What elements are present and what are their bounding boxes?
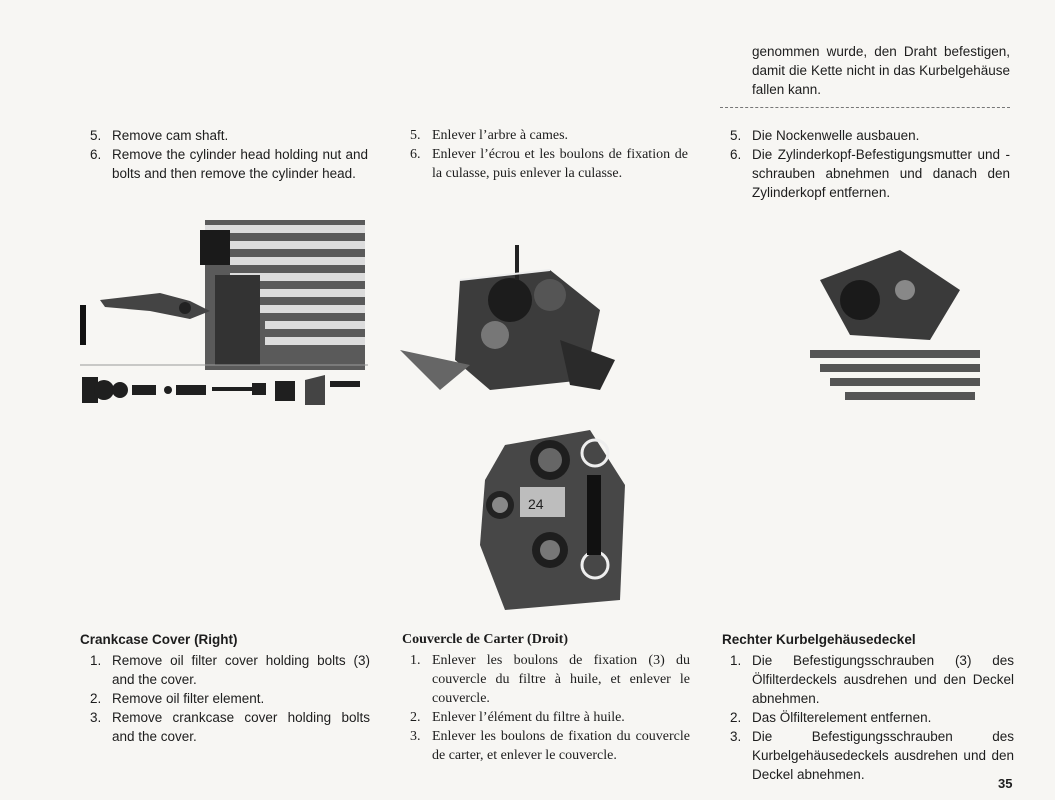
item-number: 1. xyxy=(410,653,421,668)
item-number: 6. xyxy=(730,147,742,162)
list-item xyxy=(730,126,1010,145)
item-text: Die Befestigungsschrauben (3) des Ölfilterdeckels ausdrehen und den Deckel abnehmen. xyxy=(752,653,1014,706)
item-number: 2. xyxy=(90,691,102,706)
engine-head-photo xyxy=(80,215,368,410)
photo-label: 24 xyxy=(528,496,544,512)
item-number: 1. xyxy=(730,653,742,668)
item-number: 3. xyxy=(410,729,421,744)
item-number: 1. xyxy=(90,653,102,668)
list-item xyxy=(410,727,690,765)
item-number: 5. xyxy=(730,128,742,143)
item-text: Remove oil filter element. xyxy=(112,691,265,706)
cylinder-head-photo xyxy=(400,240,620,405)
item-text: Enlever les boulons de fixation (3) du couvercle du filtre à huile, et enlever le couvercle. xyxy=(432,653,690,706)
list-item xyxy=(410,145,688,183)
page-number: 35 xyxy=(998,776,1013,791)
item-number: 5. xyxy=(410,128,421,143)
item-number: 3. xyxy=(90,710,102,725)
list-item xyxy=(90,689,370,708)
item-text: Remove cam shaft. xyxy=(112,128,229,143)
list-item xyxy=(90,126,368,145)
item-text: Enlever l’écrou et les boulons de fixation de la culasse, puis enlever la culasse. xyxy=(432,147,688,181)
section1-english xyxy=(90,126,368,183)
item-text: Die Befestigungsschrauben des Kurbelgehäusedeckels ausdrehen und den Deckel abnehmen. xyxy=(752,729,1014,782)
list-item xyxy=(410,708,690,727)
section-heading: Rechter Kurbelgehäusedeckel xyxy=(722,632,916,647)
item-text: Remove the cylinder head holding nut and bolts and then remove the cylinder head. xyxy=(112,147,368,181)
item-text: Remove crankcase cover holding bolts and the cover. xyxy=(112,710,370,744)
item-text: Enlever l’élément du filtre à huile. xyxy=(432,710,625,725)
divider-line xyxy=(720,107,1010,108)
section2-english xyxy=(80,630,370,746)
item-text: Enlever les boulons de fixation du couvercle de carter, et enlever le couvercle. xyxy=(432,729,690,763)
item-number: 6. xyxy=(410,147,421,162)
list-item xyxy=(410,126,688,145)
item-text: Die Nockenwelle ausbauen. xyxy=(752,128,920,143)
item-number: 6. xyxy=(90,147,102,162)
item-text: Das Ölfilterelement entfernen. xyxy=(752,710,932,725)
list-item xyxy=(730,708,1014,727)
list-item xyxy=(730,651,1014,708)
list-item xyxy=(90,651,370,689)
oil-filter-cover-photo xyxy=(465,425,625,610)
section2-german xyxy=(722,630,1014,784)
section-heading: Crankcase Cover (Right) xyxy=(80,632,238,647)
list-item xyxy=(90,708,370,746)
item-number: 2. xyxy=(410,710,421,725)
section1-french xyxy=(410,126,688,183)
german-continuation xyxy=(752,42,1010,99)
german-continuation-text: genommen wurde, den Draht befestigen, damit die Kette nicht in das Kurbelgehäuse fallen kann. xyxy=(752,44,1010,97)
list-item xyxy=(730,727,1014,784)
list-item xyxy=(730,145,1010,202)
section-heading: Couvercle de Carter (Droit) xyxy=(402,632,568,647)
item-text: Remove oil filter cover holding bolts (3) and the cover. xyxy=(112,653,370,687)
section1-german xyxy=(730,126,1010,202)
list-item xyxy=(90,145,368,183)
item-number: 3. xyxy=(730,729,742,744)
list-item xyxy=(410,651,690,708)
item-number: 2. xyxy=(730,710,742,725)
head-removal-photo xyxy=(790,240,990,405)
item-text: Die Zylinderkopf-Befestigungsmutter und -schrauben abnehmen und danach den Zylinderkopf entfernen. xyxy=(752,147,1010,200)
item-text: Enlever l’arbre à cames. xyxy=(432,128,569,143)
item-number: 5. xyxy=(90,128,102,143)
section2-french xyxy=(402,630,690,765)
